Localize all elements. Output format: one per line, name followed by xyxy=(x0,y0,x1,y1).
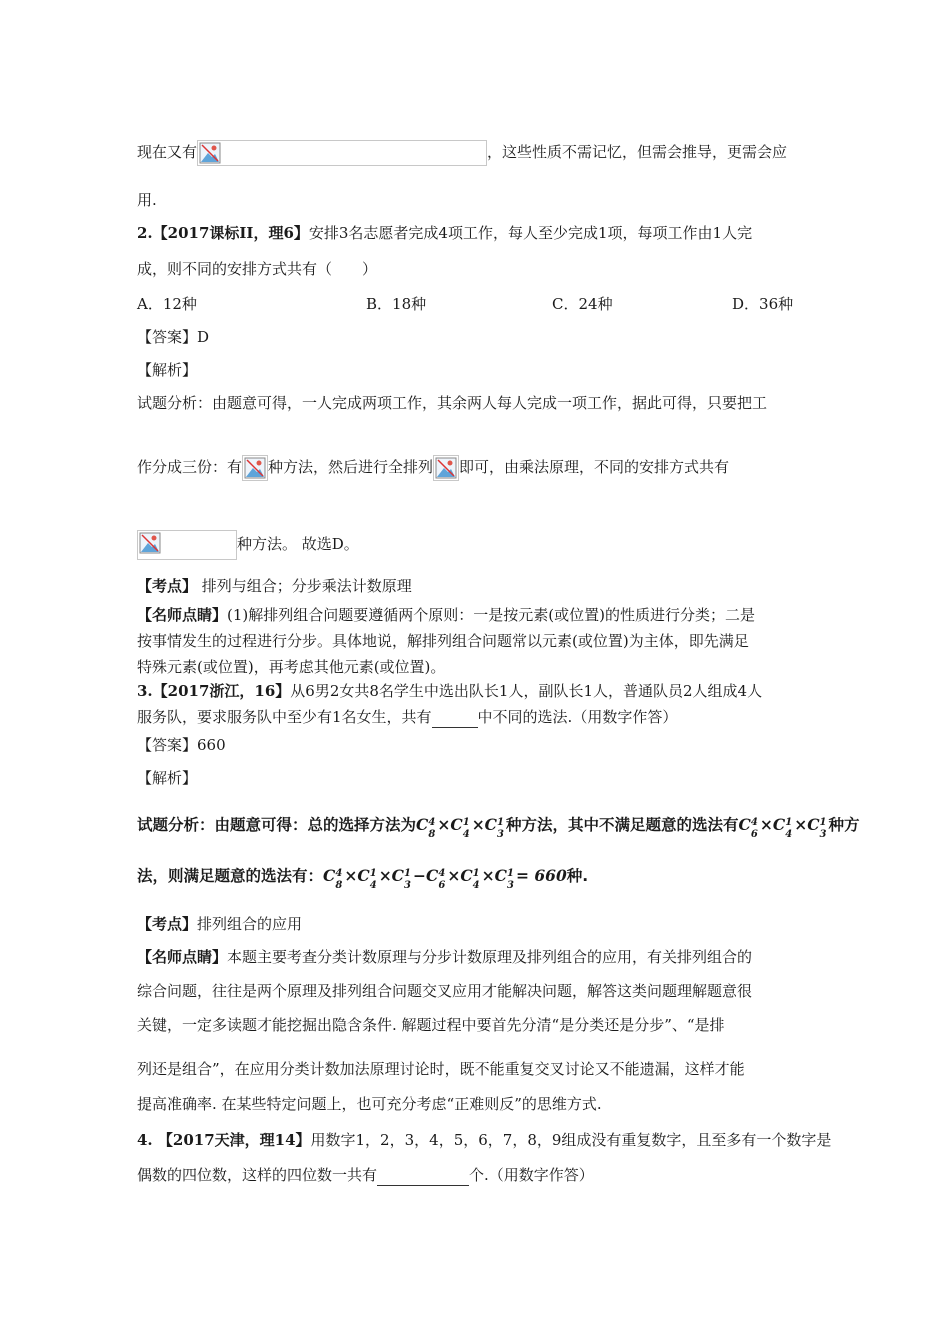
text-fragment: 排列与组合；分步乘法计数原理 xyxy=(197,577,412,595)
question-2-header xyxy=(137,223,752,243)
text-fragment: (1)解排列组合问题要遵循两个原则：一是按元素(或位置)的性质进行分类；二是 xyxy=(227,606,755,624)
broken-image-icon xyxy=(242,455,268,481)
text-fragment: 偶数的四位数，这样的四位数一共有 xyxy=(137,1166,378,1184)
question-text: 用数字1，2，3，4，5，6，7，8，9组成没有重复数字，且至多有一个数字是 xyxy=(310,1131,832,1149)
text-fragment: ，这些性质不需记忆，但需会推导，更需会应 xyxy=(487,143,788,161)
question-text: 从6男2女共8名学生中选出队长1人，副队长1人，普通队员2人组成4人 xyxy=(290,682,763,700)
label: 【考点】 xyxy=(137,577,198,595)
question-text-line xyxy=(137,1165,594,1186)
analysis-text xyxy=(137,530,359,560)
kaodian xyxy=(137,914,302,934)
text-fragment: 种. xyxy=(566,867,589,885)
analysis-label: 【解析】 xyxy=(137,361,198,379)
text-fragment: 种方法，其中不满足题意的选法有 xyxy=(506,816,739,834)
math-expression: C 4 8 ×C 1 4 ×C 1 3 −C 4 6 ×C 1 4 ×C 1 3 xyxy=(323,866,514,891)
math-result: = 660 xyxy=(516,866,567,885)
mingshi xyxy=(137,605,755,625)
question-source: 3.【2017浙江，16】 xyxy=(137,682,291,700)
text-fragment: 排列组合的应用 xyxy=(197,915,303,933)
answer: 【答案】660 xyxy=(137,736,226,754)
answer-blank xyxy=(432,707,478,728)
mingshi-text: 提高准确率. 在某些特定问题上，也可充分考虑“正难则反”的思维方式. xyxy=(137,1095,602,1113)
label: 【名师点睛】 xyxy=(137,606,228,624)
math-expression: C 4 6 ×C 1 4 ×C 1 3 xyxy=(738,815,827,840)
text-line: 用. xyxy=(137,191,157,209)
text-fragment: 个.（用数字作答） xyxy=(469,1166,594,1184)
analysis-text: 试题分析：由题意可得，一人完成两项工作，其余两人每人完成一项工作，据此可得，只要把工 xyxy=(137,394,768,412)
text-fragment: 种方法。 故选D。 xyxy=(237,535,359,553)
mingshi xyxy=(137,947,752,967)
text-fragment: 本题主要考查分类计数原理与分步计数原理及排列组合的应用，有关排列组合的 xyxy=(227,948,753,966)
question-text-line: 成，则不同的安排方式共有（ ） xyxy=(137,260,378,278)
answer-blank xyxy=(377,1165,469,1186)
option-b: B．18种 xyxy=(366,295,427,313)
text-fragment: 现在又有 xyxy=(137,143,198,161)
question-3-header xyxy=(137,681,762,701)
question-text: 安排3名志愿者完成4项工作，每人至少完成1项，每项工作由1人完 xyxy=(308,224,753,242)
broken-image-icon xyxy=(433,455,459,481)
text-fragment: 法，则满足题意的选法有： xyxy=(137,867,324,885)
label: 【名师点睛】 xyxy=(137,948,228,966)
mingshi-text: 特殊元素(或位置)，再考虑其他元素(或位置)。 xyxy=(137,658,446,676)
answer: 【答案】D xyxy=(137,328,210,346)
analysis-label: 【解析】 xyxy=(137,769,198,787)
text-fragment: 种方 xyxy=(828,816,860,834)
analysis-text xyxy=(137,455,729,481)
math-expression: C 4 8 ×C 1 4 ×C 1 3 xyxy=(416,815,504,840)
mingshi-text: 列还是组合”，在应用分类计数加法原理讨论时，既不能重复交叉讨论又不能遗漏，这样才能 xyxy=(137,1060,745,1078)
option-a: A．12种 xyxy=(137,295,197,313)
mingshi-text: 关键，一定多读题才能挖掘出隐含条件. 解题过程中要首先分清“是分类还是分步”、“是排 xyxy=(137,1016,725,1034)
question-source: 2.【2017课标II，理6】 xyxy=(137,224,309,242)
mingshi-text: 按事情发生的过程进行分步。具体地说，解排列组合问题常以元素(或位置)为主体，即先满足 xyxy=(137,632,749,650)
option-c: C．24种 xyxy=(552,295,613,313)
question-source: 4. 【2017天津，理14】 xyxy=(137,1131,311,1149)
text-fragment: 服务队，要求服务队中至少有1名女生，共有 xyxy=(137,708,432,726)
text-fragment: 中不同的选法.（用数字作答） xyxy=(477,708,678,726)
option-d: D．36种 xyxy=(732,295,794,313)
text-fragment: 即可，由乘法原理，不同的安排方式共有 xyxy=(459,458,730,476)
analysis-text xyxy=(137,815,860,840)
broken-image-icon xyxy=(137,530,237,560)
mingshi-text: 综合问题，往往是两个原理及排列组合问题交叉应用才能解决问题，解答这类问题理解题意很 xyxy=(137,982,753,1000)
broken-image-icon xyxy=(197,140,487,166)
analysis-text xyxy=(137,866,589,891)
question-text-line xyxy=(137,707,677,728)
kaodian xyxy=(137,576,412,596)
text-fragment: 种方法，然后进行全排列 xyxy=(268,458,434,476)
label: 【考点】 xyxy=(137,915,198,933)
text-fragment: 作分成三份：有 xyxy=(137,458,243,476)
question-4-header xyxy=(137,1130,831,1150)
text-line xyxy=(137,140,787,166)
text-fragment: 试题分析：由题意可得：总的选择方法为 xyxy=(137,816,417,834)
